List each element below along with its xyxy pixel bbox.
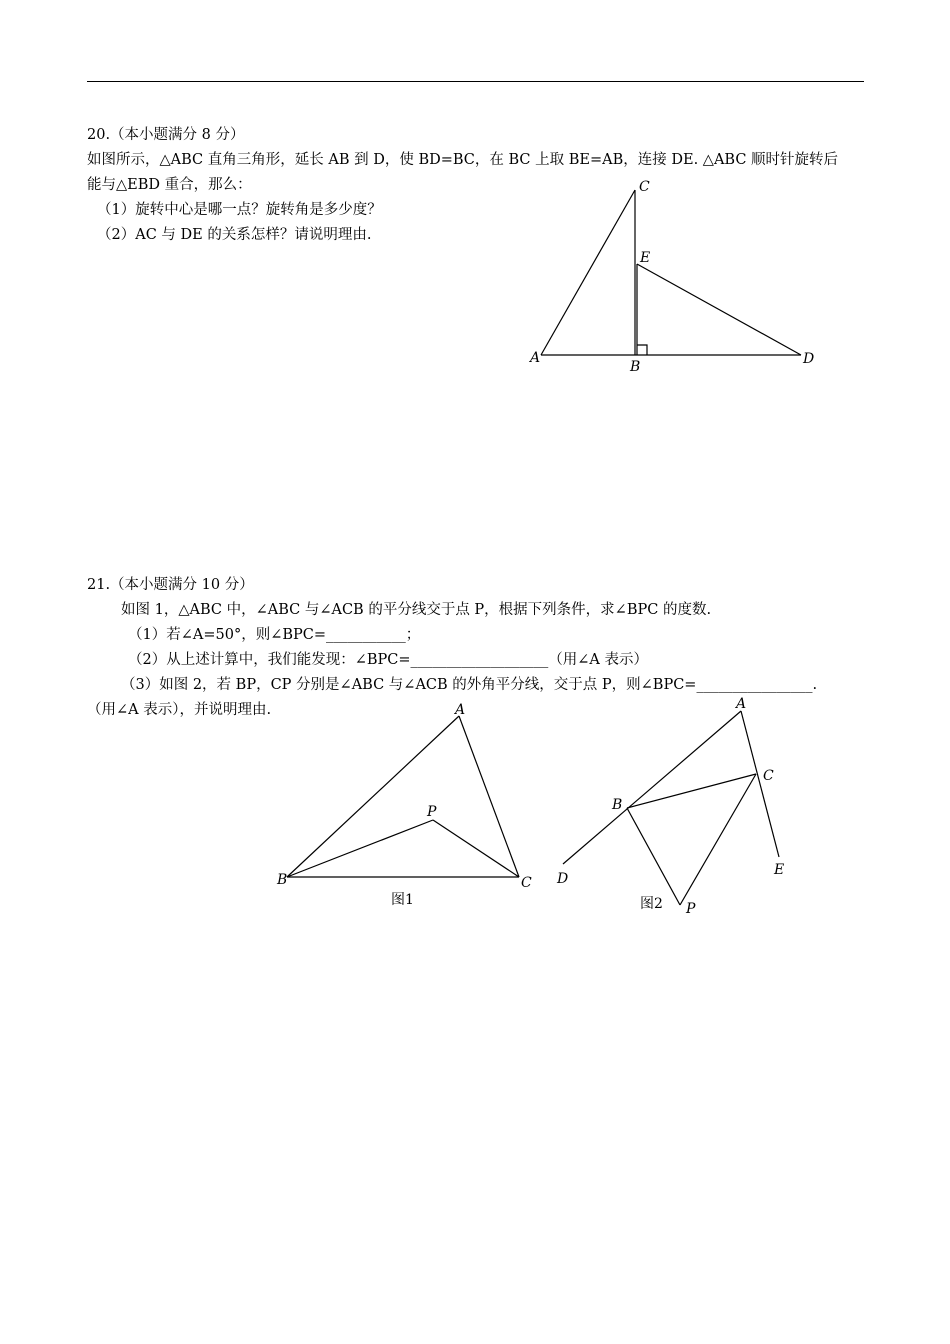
fig1-caption: 图1 [391,892,414,908]
figure-1 [287,716,519,877]
fig1-label-a: A [455,702,466,718]
fig2-segment-ae [741,711,779,857]
fig1-segment-cp [433,820,519,877]
q20-part1: （1）旋转中心是哪一点？旋转角是多少度？ [97,202,382,218]
fig2-segment-da [563,711,741,864]
q21-part1: （1）若∠A=50°，则∠BPC=___________； [128,627,421,643]
fig2-label-e: E [774,862,785,878]
q20-header: 20.（本小题满分 8 分） [87,127,245,143]
fig1-segment-ac [459,716,519,877]
q20-stem-line1: 如图所示，△ABC 直角三角形，延长 AB 到 D，使 BD=BC，在 BC 上取 BE=AB，连接 DE. △ABC 顺时针旋转后 [87,152,839,168]
q20-part2: （2）AC 与 DE 的关系怎样？请说明理由. [97,227,372,243]
q21-part2: （2）从上述计算中，我们能发现：∠BPC=___________________（用∠A 表示） [128,652,649,668]
fig2-label-p: P [686,901,696,917]
q21-part3-line1: （3）如图 2，若 BP，CP 分别是∠ABC 与∠ACB 的外角平分线，交于点 P，则∠BPC=________________. [121,677,818,693]
fig2-label-d: D [557,871,569,887]
figure-2 [563,711,779,905]
q21-header: 21.（本小题满分 10 分） [87,577,254,593]
q21-part3-line2: （用∠A 表示），并说明理由. [87,702,272,718]
fig1-segment-ab [287,716,459,877]
q20-label-c: C [639,179,650,195]
fig2-label-a: A [736,696,747,712]
fig2-segment-bc [627,774,756,808]
fig2-caption: 图2 [640,896,663,912]
q21-stem: 如图 1，△ABC 中，∠ABC 与∠ACB 的平分线交于点 P，根据下列条件，求∠BPC 的度数. [121,602,712,618]
q20-label-e: E [640,250,651,266]
q20-label-b: B [630,359,641,375]
fig1-label-c: C [521,875,532,891]
fig1-label-p: P [427,804,437,820]
q20-label-d: D [803,351,815,367]
fig2-label-c: C [763,768,774,784]
q20-stem-line2: 能与△EBD 重合，那么： [87,177,252,193]
fig2-segment-bp [627,808,680,905]
fig1-label-b: B [277,872,288,888]
q20-label-a: A [530,350,541,366]
fig2-segment-cp [680,774,756,905]
fig2-label-b: B [612,797,623,813]
fig1-segment-bp [287,820,433,877]
